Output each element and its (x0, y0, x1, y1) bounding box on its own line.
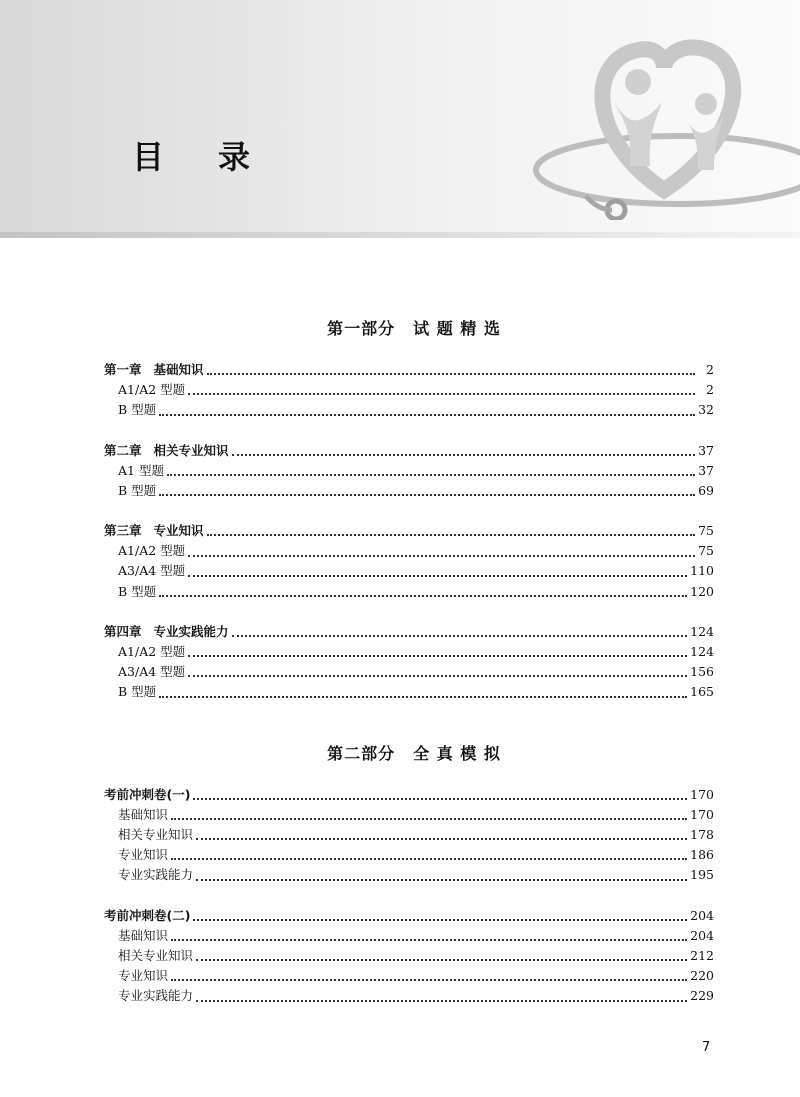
toc-chapter (104, 360, 714, 421)
toc-entry-label: B 型题 (118, 402, 157, 418)
toc-entry-page: 220 (690, 968, 714, 984)
dot-leader (196, 958, 687, 961)
toc-entry-page: 204 (690, 907, 714, 923)
toc-part-1 (104, 318, 714, 703)
toc-entry-label: A1/A2 型题 (118, 644, 186, 660)
toc-entry-label: 专业知识 (118, 968, 169, 984)
toc-entry-page: 124 (690, 623, 714, 639)
toc-entry[interactable] (104, 360, 714, 380)
toc-entry-label: B 型题 (118, 482, 157, 498)
toc-entry[interactable] (104, 642, 714, 662)
dot-leader (196, 837, 687, 840)
toc-exam-paper (104, 906, 714, 1007)
toc-entry[interactable] (104, 622, 714, 642)
toc-chapter (104, 441, 714, 502)
toc-entry-label: 相关专业知识 (118, 826, 194, 842)
dot-leader (159, 413, 695, 416)
toc-entry[interactable] (104, 906, 714, 926)
toc-entry[interactable] (104, 865, 714, 885)
page-title-char-1: 目 (132, 138, 167, 176)
toc-chapter (104, 521, 714, 602)
part-title (114, 743, 714, 765)
dot-leader (207, 533, 695, 536)
toc-entry-page: 2 (706, 382, 714, 398)
toc-entry[interactable] (104, 986, 714, 1006)
dot-leader (188, 674, 687, 677)
toc-entry-page: 2 (706, 361, 714, 377)
dot-leader (159, 594, 687, 597)
dot-leader (207, 372, 695, 375)
toc-entry-page: 124 (690, 644, 714, 660)
toc-entry-label: 专业实践能力 (118, 988, 194, 1004)
toc-entry[interactable] (104, 785, 714, 805)
toc-entry[interactable] (104, 380, 714, 400)
toc-entry[interactable] (104, 825, 714, 845)
toc-entry[interactable] (104, 966, 714, 986)
table-of-contents (104, 318, 714, 1007)
toc-entry[interactable] (104, 805, 714, 825)
toc-entry-page: 165 (690, 684, 714, 700)
part-number: 第一部分 (327, 319, 396, 338)
dot-leader (196, 878, 687, 881)
dot-leader (171, 978, 687, 981)
toc-entry[interactable] (104, 562, 714, 582)
page-title-char-2: 录 (218, 138, 253, 176)
toc-entry-page: 120 (690, 583, 714, 599)
toc-entry[interactable] (104, 521, 714, 541)
toc-entry-label: B 型题 (118, 583, 157, 599)
dot-leader (193, 918, 687, 921)
toc-entry-page: 186 (690, 847, 714, 863)
toc-entry-label: B 型题 (118, 684, 157, 700)
toc-entry-label: A3/A4 型题 (118, 563, 186, 579)
part-name: 试 题 精 选 (413, 319, 501, 338)
dot-leader (159, 695, 687, 698)
toc-entry-label: 专业实践能力 (118, 867, 194, 883)
dot-leader (188, 554, 695, 557)
toc-entry-page: 37 (698, 442, 714, 458)
toc-entry-label: 考前冲刺卷(二) (104, 907, 191, 923)
toc-entry-page: 178 (690, 826, 714, 842)
toc-entry[interactable] (104, 682, 714, 702)
heart-stethoscope-family-logo-icon (528, 20, 800, 220)
dot-leader (188, 392, 695, 395)
header-divider (0, 232, 800, 238)
toc-entry-label: 第二章 相关专业知识 (104, 442, 229, 458)
toc-entry-page: 195 (690, 867, 714, 883)
dot-leader (193, 797, 687, 800)
part-title (114, 318, 714, 340)
toc-entry[interactable] (104, 461, 714, 481)
toc-entry[interactable] (104, 926, 714, 946)
toc-entry[interactable] (104, 400, 714, 420)
toc-entry-page: 212 (690, 947, 714, 963)
toc-part-2 (104, 743, 714, 1007)
dot-leader (196, 999, 687, 1002)
page-number: 7 (702, 1040, 711, 1055)
toc-entry[interactable] (104, 582, 714, 602)
toc-entry-page: 229 (690, 988, 714, 1004)
dot-leader (188, 574, 687, 577)
toc-entry-label: 基础知识 (118, 806, 169, 822)
toc-entry-page: 156 (690, 664, 714, 680)
page-title (132, 132, 252, 178)
dot-leader (171, 817, 687, 820)
toc-entry-page: 75 (698, 543, 714, 559)
toc-entry-page: 69 (698, 482, 714, 498)
toc-entry-label: 专业知识 (118, 847, 169, 863)
dot-leader (159, 493, 695, 496)
toc-entry[interactable] (104, 845, 714, 865)
toc-entry[interactable] (104, 541, 714, 561)
dot-leader (232, 634, 688, 637)
toc-entry-page: 170 (690, 786, 714, 802)
toc-entry-label: A1/A2 型题 (118, 382, 186, 398)
dot-leader (167, 473, 695, 476)
part-number: 第二部分 (327, 743, 396, 763)
toc-entry-label: 第四章 专业实践能力 (104, 623, 229, 639)
toc-entry-page: 37 (698, 462, 714, 478)
toc-entry-page: 170 (690, 806, 714, 822)
toc-entry-label: A1 型题 (118, 462, 164, 478)
dot-leader (232, 453, 695, 456)
toc-entry-label: 考前冲刺卷(一) (104, 786, 191, 802)
part-name: 全 真 模 拟 (413, 743, 501, 763)
toc-entry[interactable] (104, 946, 714, 966)
toc-entry[interactable] (104, 441, 714, 461)
toc-exam-paper (104, 785, 714, 886)
toc-entry-label: A1/A2 型题 (118, 543, 186, 559)
toc-entry-label: 第一章 基础知识 (104, 361, 204, 377)
dot-leader (171, 938, 687, 941)
dot-leader (188, 654, 687, 657)
toc-entry-label: 第三章 专业知识 (104, 523, 204, 539)
toc-entry-label: 基础知识 (118, 927, 169, 943)
toc-chapter (104, 622, 714, 703)
toc-entry-page: 110 (690, 563, 714, 579)
dot-leader (171, 857, 687, 860)
toc-entry[interactable] (104, 662, 714, 682)
toc-entry-label: A3/A4 型题 (118, 664, 186, 680)
toc-entry[interactable] (104, 481, 714, 501)
toc-entry-page: 75 (698, 523, 714, 539)
toc-entry-page: 204 (690, 927, 714, 943)
toc-entry-page: 32 (698, 402, 714, 418)
toc-entry-label: 相关专业知识 (118, 947, 194, 963)
